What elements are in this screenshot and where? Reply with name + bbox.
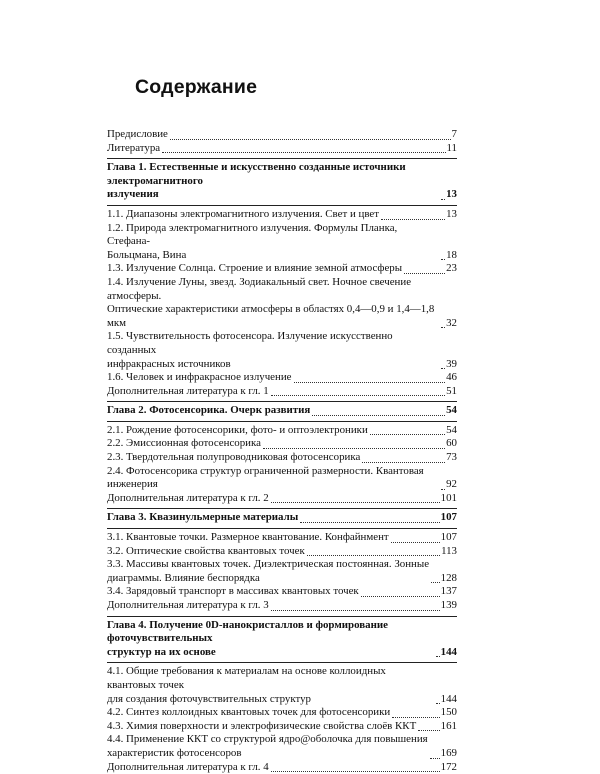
toc-entry-page: 23 [446,262,457,275]
toc-entry-title: 4.3. Химия поверхности и электрофизические свойства слоёв ККТ [107,719,417,732]
toc-section-entry[interactable] [107,545,457,559]
toc-section-entry[interactable] [107,558,457,585]
toc-entry-title: Дополнительная литература к гл. 4 [107,760,269,773]
table-of-contents [107,127,457,774]
toc-section-entry[interactable] [107,465,457,492]
dot-leader [441,327,445,328]
toc-entry-title: 1.3. Излучение Солнца. Строение и влияние земной атмосферы [107,262,403,275]
toc-entry-page: 139 [440,599,457,611]
toc-section-entry[interactable] [107,585,457,599]
toc-entry-title: Предисловие [107,128,168,140]
toc-entry-page: 39 [446,357,457,370]
dot-leader [312,415,445,416]
toc-entry-title: 4.2. Синтез коллоидных квантовых точек для фотосенсорики [107,706,391,719]
toc-entry-page: 13 [446,188,457,201]
dot-leader [361,596,440,597]
dot-leader [441,368,445,369]
dot-leader [271,771,440,772]
toc-section-entry[interactable] [107,720,457,734]
toc-entry-title: 2.2. Эмиссионная фотосенсорика [107,437,261,450]
dot-leader [300,522,439,523]
toc-entry-page: 92 [446,478,457,491]
toc-entry-title: 2.3. Твердотельная полупроводниковая фотосенсорика [107,451,361,464]
toc-entry-page: 18 [446,248,457,261]
toc-entry-title: Глава 2. Фотосенсорика. Очерк развития [107,404,311,417]
toc-entry-title: Глава 1. Естественные и искусственно созданные источники электромагнитного излучения [107,161,406,201]
toc-entry-page: 128 [440,571,457,584]
toc-entry-page: 137 [440,585,457,598]
toc-section-entry[interactable] [107,761,457,774]
section-divider [107,508,457,509]
dot-leader [430,758,440,759]
toc-entry-title: Дополнительная литература к гл. 3 [107,599,269,611]
toc-section-entry[interactable] [107,222,457,263]
toc-entry-title: 2.4. Фотосенсорика структур ограниченной размерности. Квантовая инженерия [107,464,424,491]
toc-chapter-heading[interactable] [107,161,457,202]
toc-section-entry[interactable] [107,733,457,760]
toc-entry-page: 150 [440,706,457,719]
toc-entry-title: 3.3. Массивы квантовых точек. Диэлектрическая постоянная. Зонные диаграммы. Влияние беспорядка [107,558,430,584]
toc-entry-title: 4.1. Общие требования к материалам на основе коллоидных квантовых точек для создания фоточувствительных структур [107,665,386,705]
toc-chapter-heading[interactable] [107,619,457,660]
toc-front-entry[interactable] [107,142,457,156]
dot-leader [436,656,440,657]
section-divider [107,421,457,422]
toc-entry-title: 3.1. Квантовые точки. Размерное квантование. Конфайнмент [107,531,389,544]
dot-leader [294,382,446,383]
dot-leader [431,582,440,583]
toc-entry-title: Дополнительная литература к гл. 1 [107,384,269,397]
dot-leader [392,717,439,718]
section-divider [107,205,457,206]
toc-entry-page: 46 [446,371,457,384]
toc-entry-title: 3.4. Зарядовый транспорт в массивах квантовых точек [107,585,359,598]
toc-entry-title: 1.2. Природа электромагнитного излучения. Формулы Планка, Стефана- Больцмана, Вина [107,221,398,261]
toc-entry-page: 144 [440,692,457,705]
toc-entry-page: 169 [440,746,457,759]
toc-entry-title: 1.5. Чувствительность фотосенсора. Излучение искусственно созданных инфракрасных источников [107,330,393,370]
toc-entry-page: 101 [440,491,457,504]
dot-leader [381,219,445,220]
toc-entry-page: 51 [446,384,457,397]
toc-section-entry[interactable] [107,599,457,613]
page-title: Содержание [135,76,258,98]
toc-chapter-heading[interactable] [107,511,457,525]
toc-entry-page: 113 [441,544,457,557]
toc-entry-title: Литература [107,141,161,154]
dot-leader [307,555,440,556]
toc-entry-title: 4.4. Применение ККТ со структурой ядро@оболочка для повышения характеристик фотосенсоров [107,733,428,759]
toc-entry-page: 161 [440,719,457,732]
toc-entry-page: 32 [446,316,457,329]
dot-leader [436,703,440,704]
section-divider [107,401,457,402]
toc-entry-page: 13 [446,207,457,220]
toc-entry-page: 107 [440,511,457,524]
dot-leader [362,462,445,463]
toc-entry-title: 1.1. Диапазоны электромагнитного излучения. Свет и цвет [107,207,379,220]
toc-section-entry[interactable] [107,330,457,371]
toc-entry-page: 54 [446,423,457,436]
dot-leader [271,502,440,503]
toc-entry-title: Дополнительная литература к гл. 2 [107,491,269,504]
section-divider [107,616,457,617]
toc-section-entry[interactable] [107,424,457,438]
dot-leader [391,542,440,543]
dot-leader [271,395,445,396]
toc-section-entry[interactable] [107,665,457,706]
dot-leader [370,434,445,435]
toc-chapter-heading[interactable] [107,404,457,418]
toc-section-entry[interactable] [107,371,457,385]
toc-section-entry[interactable] [107,451,457,465]
dot-leader [418,730,439,731]
toc-entry-title: 1.6. Человек и инфракрасное излучение [107,371,292,384]
toc-section-entry[interactable] [107,262,457,276]
toc-section-entry[interactable] [107,492,457,506]
toc-section-entry[interactable] [107,208,457,222]
toc-entry-page: 60 [446,437,457,450]
section-divider [107,528,457,529]
toc-entry-page: 107 [440,531,457,544]
toc-section-entry[interactable] [107,706,457,720]
toc-entry-page: 7 [451,128,457,140]
toc-section-entry[interactable] [107,276,457,330]
toc-entry-page: 172 [440,760,457,773]
toc-entry-title: 1.4. Излучение Луны, звезд. Зодиакальный свет. Ночное свечение атмосферы. Оптические характеристики атмосферы в областях 0,4—0,9 и 1,4—1,8 мкм [107,275,435,329]
toc-entry-page: 11 [446,141,457,154]
toc-section-entry[interactable] [107,385,457,399]
section-divider [107,158,457,159]
dot-leader [170,139,451,140]
toc-entry-page: 54 [446,404,457,417]
toc-section-entry[interactable] [107,531,457,545]
toc-entry-page: 73 [446,451,457,464]
toc-entry-title: Глава 4. Получение 0D-нанокристаллов и формирование фоточувствительных структур на их основе [107,618,388,658]
toc-front-entry[interactable] [107,128,457,142]
toc-entry-title: 2.1. Рождение фотосенсорики, фото- и оптоэлектроники [107,423,368,436]
dot-leader [271,610,440,611]
dot-leader [441,489,445,490]
dot-leader [263,448,445,449]
dot-leader [441,199,445,200]
dot-leader [404,273,445,274]
toc-entry-title: Глава 3. Квазинульмерные материалы [107,511,299,524]
dot-leader [162,152,445,153]
section-divider [107,662,457,663]
toc-entry-page: 144 [440,645,457,658]
dot-leader [441,259,445,260]
toc-entry-title: 3.2. Оптические свойства квантовых точек [107,544,305,557]
toc-section-entry[interactable] [107,437,457,451]
